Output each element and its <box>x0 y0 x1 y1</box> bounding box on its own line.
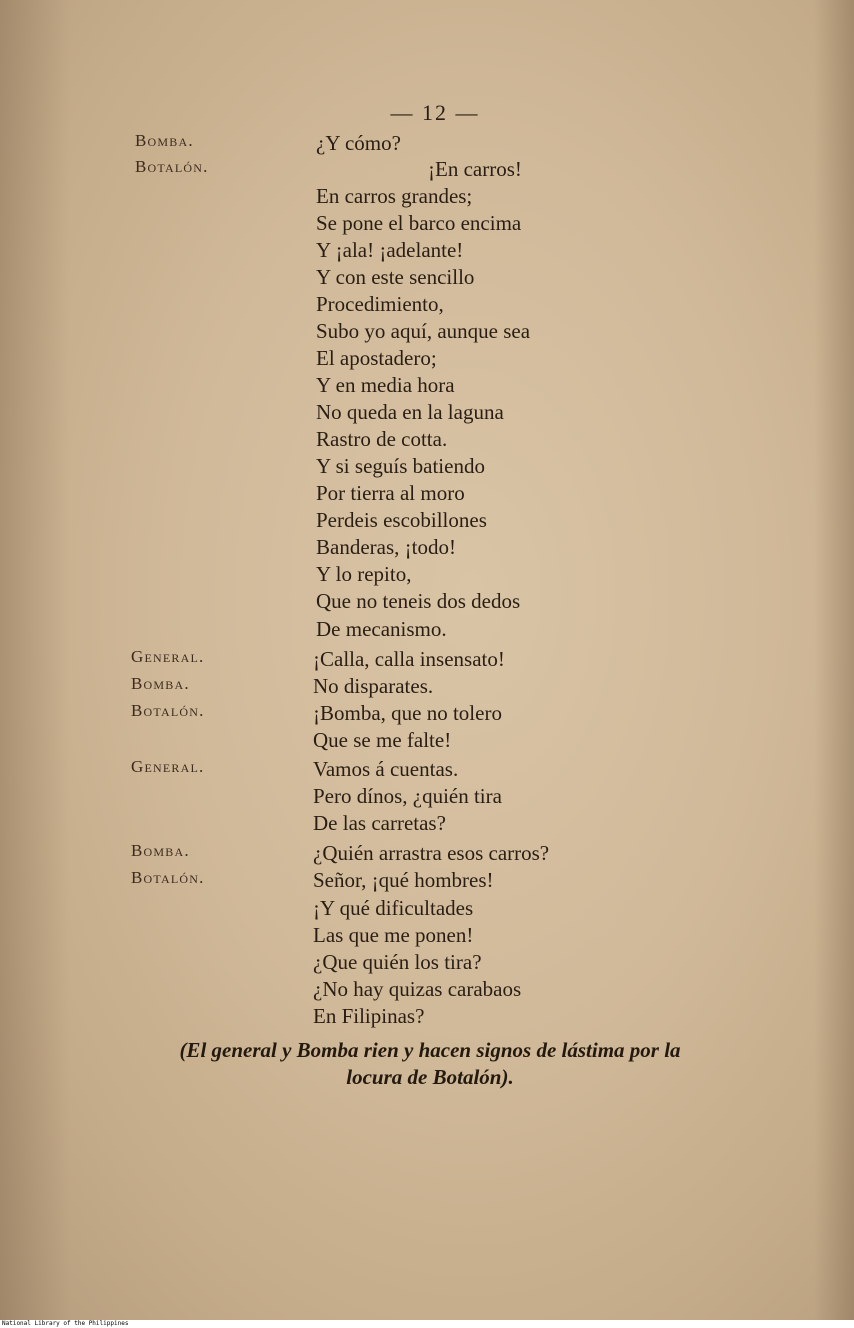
speaker-name: Botalón. <box>131 868 205 887</box>
dialogue-line <box>0 131 854 159</box>
dialogue-line <box>0 841 854 869</box>
speaker-name: Bomba. <box>135 131 194 150</box>
verse-text: Señor, ¡qué hombres! <box>313 868 494 892</box>
verse-text: Y en media hora <box>316 373 455 397</box>
verse-text: No disparates. <box>313 674 434 698</box>
verse-text: Subo yo aquí, aunque sea <box>316 319 531 343</box>
dialogue-line <box>0 346 854 374</box>
dialogue-line <box>0 400 854 428</box>
dialogue-line <box>0 977 854 1005</box>
verse-text: Y ¡ala! ¡adelante! <box>316 238 464 262</box>
verse-text: Y si seguís batiendo <box>316 454 485 478</box>
verse-text: Banderas, ¡todo! <box>316 535 456 559</box>
verse-text: Que se me falte! <box>313 728 452 752</box>
footer-credit: National Library of the Philippines <box>2 1320 129 1327</box>
verse-text: Y lo repito, <box>316 562 412 586</box>
dialogue-line <box>0 757 854 785</box>
speaker-name: Bomba. <box>131 841 190 860</box>
verse-text: No queda en la laguna <box>316 400 504 424</box>
speaker-name: Bomba. <box>131 674 190 693</box>
verse-text: ¿Que quién los tira? <box>313 950 482 974</box>
speaker-name: Botalón. <box>131 701 205 720</box>
dialogue-line <box>0 784 854 812</box>
dialogue-line <box>0 454 854 482</box>
dialogue-line <box>0 211 854 239</box>
verse-text: ¡En carros! <box>428 157 522 181</box>
verse-text: Y con este sencillo <box>316 265 475 289</box>
verse-text: ¿Y cómo? <box>316 131 401 155</box>
dialogue-line <box>0 868 854 896</box>
stage-direction-line: locura de Botalón). <box>346 1065 514 1089</box>
dialogue-line <box>0 508 854 536</box>
dialogue-line <box>0 728 854 756</box>
page-number: — 12 — <box>390 100 480 125</box>
dialogue-line <box>0 896 854 924</box>
verse-text: Se pone el barco encima <box>316 211 522 235</box>
verse-text: ¿Quién arrastra esos carros? <box>313 841 550 865</box>
speaker-name: General. <box>131 647 205 666</box>
verse-text: ¡Calla, calla insensato! <box>313 647 505 671</box>
stage-direction-line: (El general y Bomba rien y hacen signos de lástima por la <box>179 1038 681 1062</box>
dialogue-line <box>0 238 854 266</box>
verse-text: El apostadero; <box>316 346 437 370</box>
dialogue-line <box>0 1004 854 1032</box>
verse-text: De las carretas? <box>313 811 446 835</box>
verse-text: En Filipinas? <box>313 1004 425 1028</box>
verse-text: Por tierra al moro <box>316 481 465 505</box>
dialogue-line <box>0 617 854 645</box>
verse-text: Procedimiento, <box>316 292 444 316</box>
dialogue-line <box>0 373 854 401</box>
dialogue-line <box>0 481 854 509</box>
verse-text: ¡Bomba, que no tolero <box>313 701 502 725</box>
dialogue-line <box>0 923 854 951</box>
verse-text: Perdeis escobillones <box>316 508 487 532</box>
dialogue-line <box>0 535 854 563</box>
dialogue-line <box>0 427 854 455</box>
speaker-name: Botalón. <box>135 157 209 176</box>
dialogue-line <box>0 184 854 212</box>
verse-text: Vamos á cuentas. <box>313 757 459 781</box>
verse-text: Pero dínos, ¿quién tira <box>313 784 502 808</box>
verse-text: ¿No hay quizas carabaos <box>313 977 522 1001</box>
verse-text: Las que me ponen! <box>313 923 474 947</box>
dialogue-line <box>0 157 854 185</box>
dialogue-line <box>0 319 854 347</box>
dialogue-line <box>0 562 854 590</box>
verse-text: Rastro de cotta. <box>316 427 448 451</box>
dialogue-line <box>0 701 854 729</box>
dialogue-line <box>0 674 854 702</box>
dialogue-line <box>0 265 854 293</box>
verse-text: En carros grandes; <box>316 184 473 208</box>
dialogue-line <box>0 589 854 617</box>
dialogue-line <box>0 292 854 320</box>
verse-text: ¡Y qué dificultades <box>313 896 474 920</box>
dialogue-line <box>0 950 854 978</box>
dialogue-line <box>0 647 854 675</box>
dialogue-line <box>0 811 854 839</box>
verse-text: De mecanismo. <box>316 617 447 641</box>
speaker-name: General. <box>131 757 205 776</box>
verse-text: Que no teneis dos dedos <box>316 589 521 613</box>
